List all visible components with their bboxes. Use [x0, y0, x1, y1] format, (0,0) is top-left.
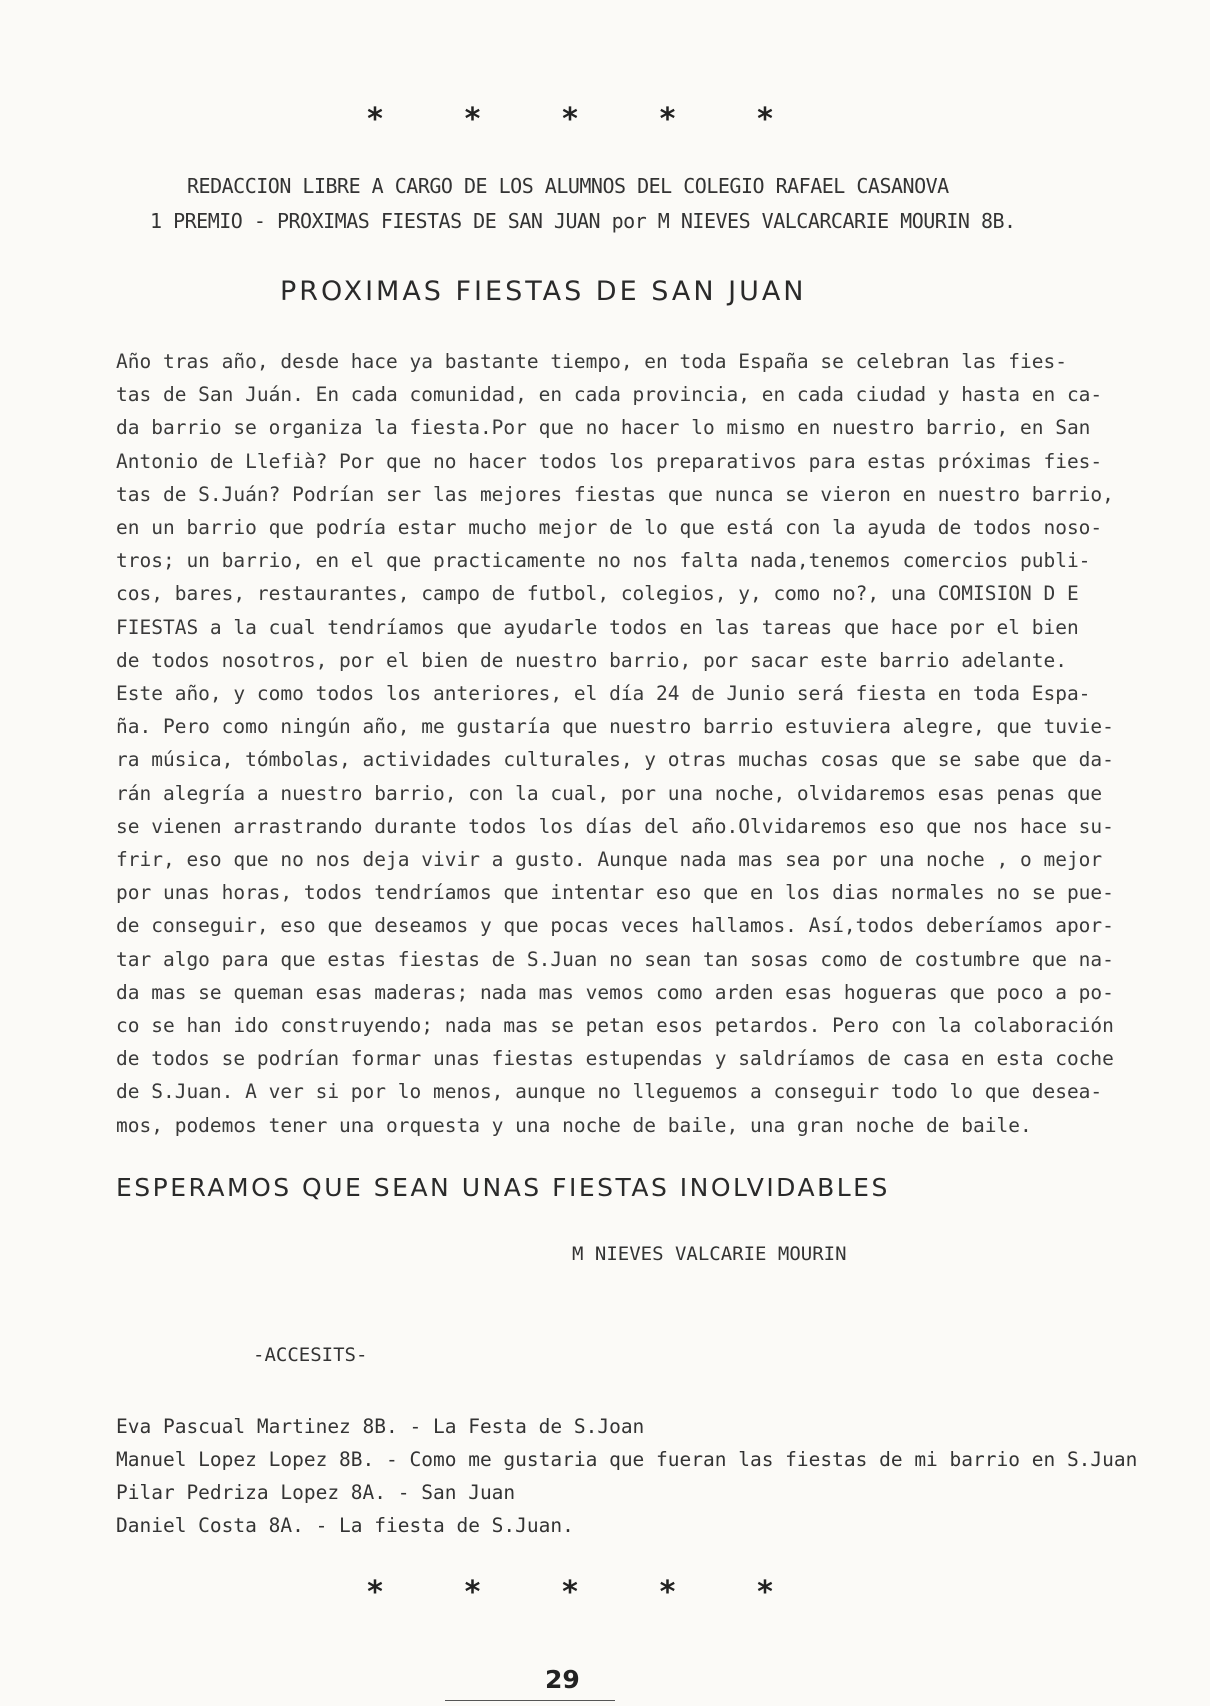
body-line: mos, podemos tener una orquesta y una noche de baile, una gran noche de baile.	[116, 1113, 1032, 1137]
body-line: tros; un barrio, en el que practicamente no nos falta nada,tenemos comercios publi-	[116, 549, 1091, 573]
list-item: Pilar Pedriza Lopez 8A. - San Juan	[116, 1481, 516, 1504]
body-line: por unas horas, todos tendríamos que intentar eso que en los dias normales no se pue-	[116, 881, 1114, 905]
body-line: Año tras año, desde hace ya bastante tiempo, en toda España se celebran las fies-	[116, 350, 1067, 373]
body-line: Este año, y como todos los anteriores, el día 24 de Junio será fiesta en toda Espa-	[116, 682, 1091, 706]
body-line: de conseguir, eso que deseamos y que pocas veces hallamos. Así,todos deberíamos apor-	[116, 914, 1114, 938]
header-line-2: 1 PREMIO - PROXIMAS FIESTAS DE SAN JUAN por M NIEVES VALCARCARIE MOURIN 8B.	[150, 209, 1016, 233]
star-icon: *	[755, 102, 775, 137]
body-line: de S.Juan. A ver si por lo menos, aunque no lleguemos a conseguir todo lo que desea-	[116, 1080, 1103, 1104]
body-line: en un barrio que podría estar mucho mejor de lo que está con la ayuda de todos noso-	[116, 516, 1103, 540]
body-line: de todos se podrían formar unas fiestas estupendas y saldríamos de casa en esta coche	[116, 1047, 1114, 1071]
star-icon: *	[463, 1575, 482, 1610]
body-line: da barrio se organiza la fiesta.Por que no hacer lo mismo en nuestro barrio, en San	[116, 416, 1091, 440]
body-line: de todos nosotros, por el bien de nuestro barrio, por sacar este barrio adelante.	[116, 648, 1067, 672]
bottom-separator	[360, 1575, 780, 1610]
star-icon: *	[658, 102, 677, 137]
list-item: Manuel Lopez Lopez 8B. - Como me gustaria que fueran las fiestas de mi barrio en S.Juan	[116, 1448, 1138, 1471]
body-line: tar algo para que estas fiestas de S.Juan no sean tan sosas como de costumbre que na-	[116, 947, 1114, 971]
body-line: tas de San Juán. En cada comunidad, en cada provincia, en cada ciudad y hasta en ca-	[116, 383, 1103, 407]
body-line: cos, bares, restaurantes, campo de futbol, colegios, y, como no?, una COMISION D E	[116, 582, 1079, 606]
list-item: Eva Pascual Martinez 8B. - La Festa de S.Joan	[116, 1415, 645, 1438]
header-line-1: REDACCION LIBRE A CARGO DE LOS ALUMNOS DEL COLEGIO RAFAEL CASANOVA	[187, 174, 949, 198]
accesits-heading: -ACCESITS-	[253, 1344, 368, 1366]
body-line: ra música, tómbolas, actividades culturales, y otras muchas cosas que se sabe que da-	[116, 748, 1114, 772]
star-icon: *	[463, 102, 482, 137]
star-icon: *	[365, 102, 385, 137]
author-signature: M NIEVES VALCARIE MOURIN	[572, 1243, 847, 1265]
body-line: ña. Pero como ningún año, me gustaría que nuestro barrio estuviera alegre, que tuvie-	[116, 715, 1114, 739]
star-icon: *	[560, 102, 580, 137]
star-icon: *	[560, 1575, 580, 1610]
body-line: Antonio de Llefià? Por que no hacer todos los preparativos para estas próximas fies-	[116, 449, 1103, 473]
body-line: tas de S.Juán? Podrían ser las mejores fiestas que nunca se vieron en nuestro barrio,	[116, 482, 1114, 506]
footer-divider	[445, 1700, 615, 1701]
body-line: da mas se queman esas maderas; nada mas vemos como arden esas hogueras que poco a po-	[116, 980, 1114, 1004]
star-icon: *	[365, 1575, 385, 1610]
body-line: co se han ido construyendo; nada mas se petan esos petardos. Pero con la colaboración	[116, 1014, 1114, 1038]
closing-headline: ESPERAMOS QUE SEAN UNAS FIESTAS INOLVIDABLES	[116, 1173, 890, 1202]
body-line: FIESTAS a la cual tendríamos que ayudarle todos en las tareas que hace por el bien	[116, 615, 1079, 639]
body-line: se vienen arrastrando durante todos los días del año.Olvidaremos eso que nos hace su-	[116, 814, 1114, 838]
star-icon: *	[658, 1575, 677, 1610]
list-item: Daniel Costa 8A. - La fiesta de S.Juan.	[116, 1514, 574, 1537]
star-icon: *	[755, 1575, 775, 1610]
top-separator	[360, 102, 780, 137]
article-title: PROXIMAS FIESTAS DE SAN JUAN	[280, 276, 807, 307]
body-line: rán alegría a nuestro barrio, con la cual, por una noche, olvidaremos esas penas que	[116, 781, 1103, 805]
article-body	[116, 345, 1114, 1142]
body-line: frir, eso que no nos deja vivir a gusto. Aunque nada mas sea por una noche , o mejor	[116, 848, 1103, 872]
accesits-list	[116, 1410, 1137, 1542]
page-number: 29	[545, 1665, 580, 1694]
